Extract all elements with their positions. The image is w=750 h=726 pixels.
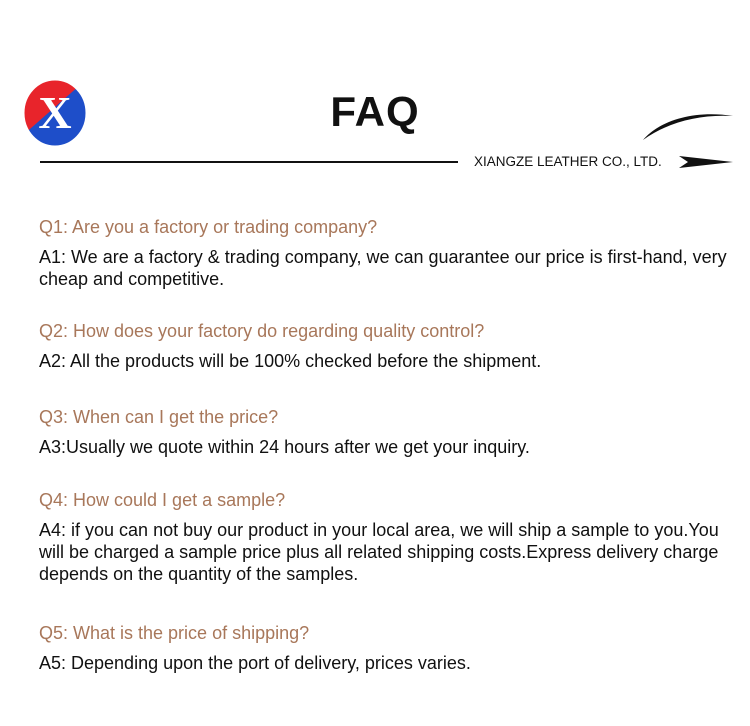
faq-item bbox=[39, 216, 729, 290]
logo-letter: X bbox=[38, 87, 72, 138]
faq-answer: A5: Depending upon the port of delivery, prices varies. bbox=[39, 653, 471, 673]
arrow-decoration bbox=[679, 155, 733, 169]
faq-question: Q2: How does your factory do regarding quality control? bbox=[39, 321, 485, 341]
faq-item bbox=[39, 320, 729, 372]
faq-item bbox=[39, 489, 729, 585]
faq-answer: A1: We are a factory & trading company, we can guarantee our price is first-hand, very cheap and competitive. bbox=[39, 247, 727, 289]
faq-answer: A2: All the products will be 100% checked before the shipment. bbox=[39, 351, 542, 371]
faq-answer: A3:Usually we quote within 24 hours after we get your inquiry. bbox=[39, 437, 530, 457]
faq-question: Q1: Are you a factory or trading company? bbox=[39, 217, 378, 237]
faq-item bbox=[39, 406, 729, 458]
header-rule bbox=[40, 161, 458, 163]
swoosh-decoration bbox=[640, 108, 735, 144]
faq-question: Q3: When can I get the price? bbox=[39, 407, 279, 427]
faq-question: Q5: What is the price of shipping? bbox=[39, 623, 310, 643]
faq-question: Q4: How could I get a sample? bbox=[39, 490, 286, 510]
company-name: XIANGZE LEATHER CO., LTD. bbox=[474, 154, 662, 169]
faq-item bbox=[39, 622, 729, 674]
page-title: FAQ bbox=[330, 88, 420, 135]
faq-answer: A4: if you can not buy our product in your local area, we will ship a sample to you.You will be charged a sample price plus all related shipping costs.Express delivery charge depends on the quantity of the samples. bbox=[39, 520, 719, 584]
